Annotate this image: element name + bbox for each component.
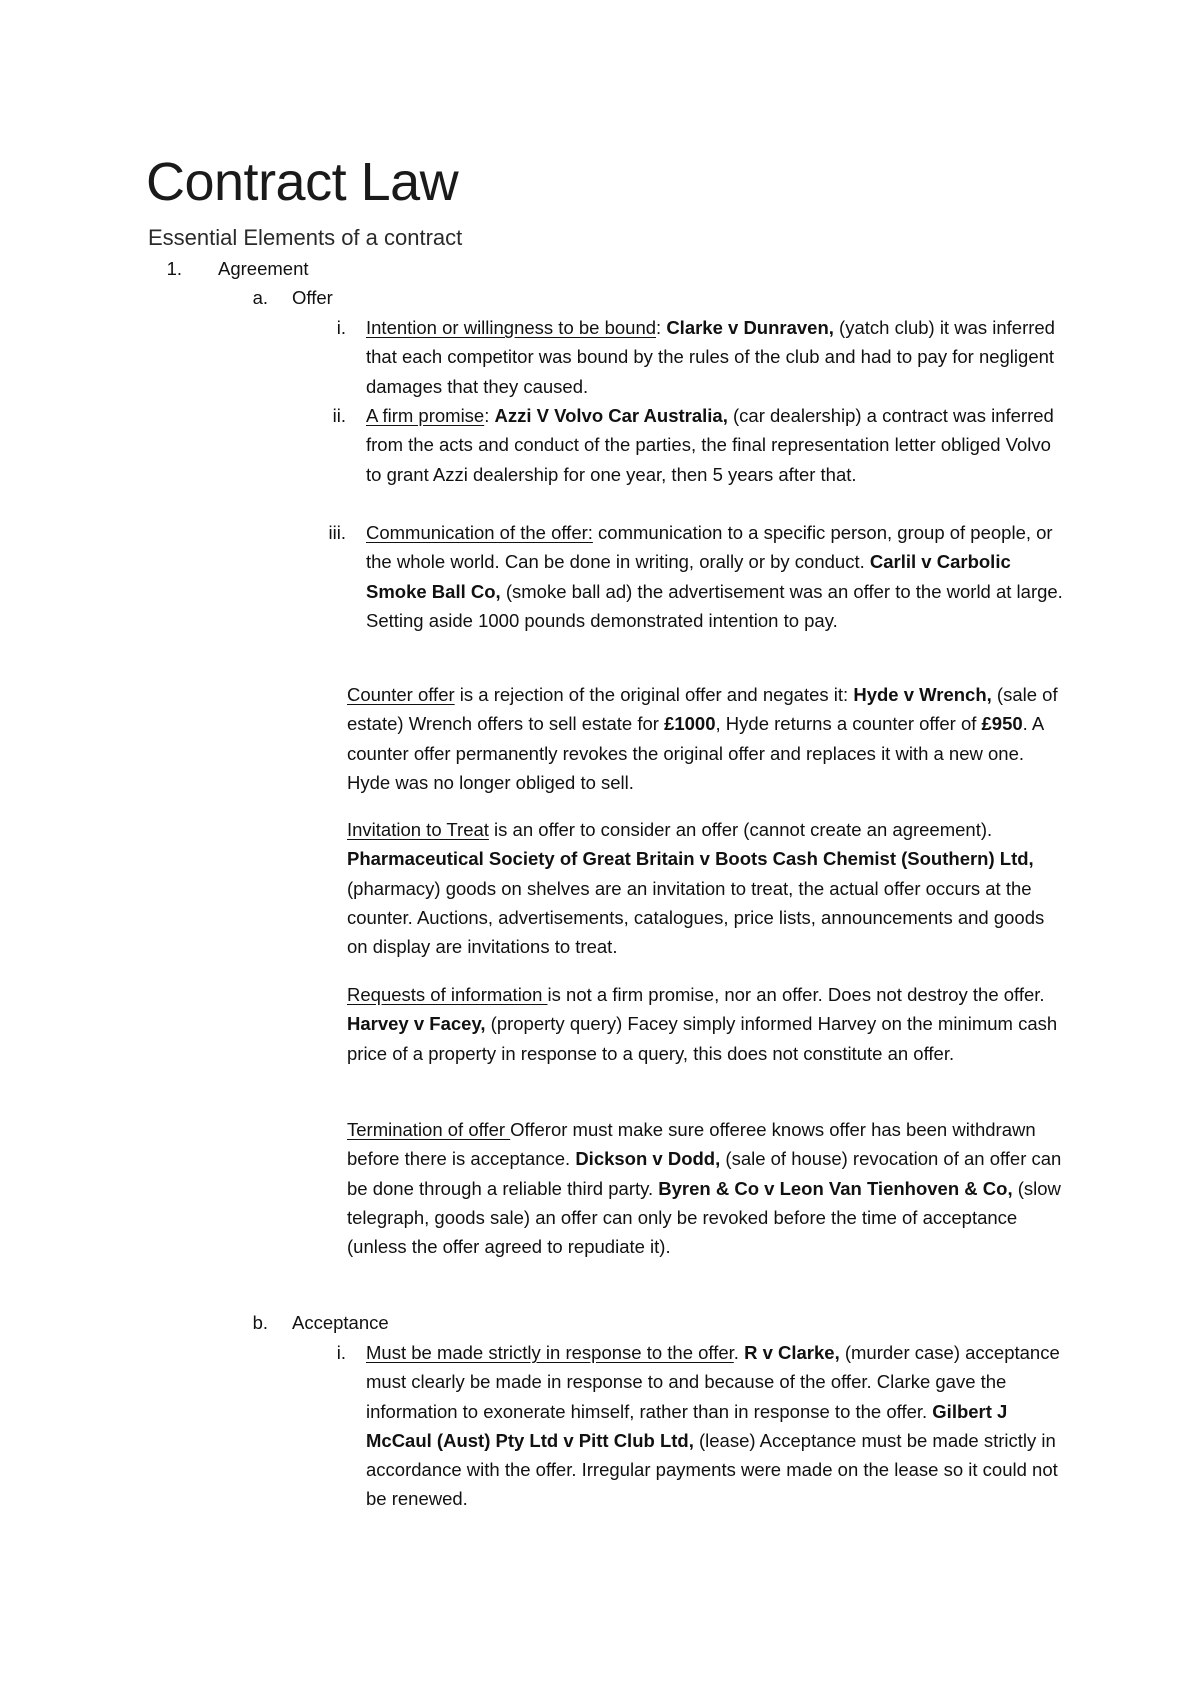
list-marker: i. bbox=[336, 1342, 346, 1363]
body-text: is a rejection of the original offer and negates it: bbox=[454, 684, 854, 705]
topic-heading: A firm promise bbox=[366, 405, 485, 426]
list-marker: b. bbox=[252, 1312, 268, 1333]
list-body bbox=[366, 1338, 1066, 1514]
topic-heading: Requests of information bbox=[347, 984, 548, 1005]
amount: £950 bbox=[981, 713, 1023, 735]
topic-heading: Invitation to Treat bbox=[347, 819, 489, 840]
topic-heading: Intention or willingness to be bound bbox=[366, 317, 657, 338]
list-body bbox=[366, 313, 1066, 401]
list-label: Acceptance bbox=[292, 1312, 389, 1333]
case-name: Gilbert J McCaul (Aust) Pty Ltd v Pitt Club Ltd, bbox=[366, 1400, 1008, 1451]
topic-heading: Communication of the offer: bbox=[366, 522, 593, 543]
body-text: (slow telegraph, goods sale) an offer can only be revoked before the time of acceptance (unless the offer agreed to repudiate it). bbox=[347, 1177, 1061, 1258]
case-name: Azzi V Volvo Car Australia, bbox=[494, 405, 728, 426]
body-text: (car dealership) a contract was inferred from the acts and conduct of the parties, the final representation letter obliged Volvo to grant Azzi dealership for one year, then 5 years after that. bbox=[366, 405, 1054, 485]
case-name: Harvey v Facey, bbox=[347, 1013, 486, 1035]
list-marker: iii. bbox=[328, 522, 346, 543]
body-text: is an offer to consider an offer (cannot create an agreement). bbox=[488, 819, 993, 840]
separator: . bbox=[733, 1342, 745, 1363]
body-text: (smoke ball ad) the advertisement was an offer to the world at large. Setting aside 1000 pounds demonstrated intention to pay. bbox=[366, 580, 1063, 631]
list-body bbox=[366, 401, 1066, 489]
body-text: . A counter offer permanently revokes the original offer and replaces it with a new one. Hyde was no longer obliged to sell. bbox=[347, 713, 1044, 793]
case-name: Byren & Co v Leon Van Tienhoven & Co, bbox=[658, 1177, 1013, 1199]
separator: : bbox=[484, 405, 495, 426]
paragraph-termination-of-offer bbox=[347, 1115, 1063, 1261]
body-text: (murder case) acceptance must clearly be made in response to and because of the offer. Clarke gave the information to exonerate himself, rather than in response to the offer. bbox=[366, 1342, 1060, 1422]
case-name: Pharmaceutical Society of Great Britain v Boots Cash Chemist (Southern) Ltd, bbox=[347, 848, 1034, 870]
body-text: communication to a specific person, group of people, or the whole world. Can be done in writing, orally or by conduct. bbox=[366, 522, 1053, 573]
case-name: R v Clarke, bbox=[744, 1342, 840, 1363]
paragraph-invitation-to-treat bbox=[347, 815, 1063, 961]
paragraph-requests-of-information bbox=[347, 980, 1063, 1068]
list-body bbox=[366, 518, 1066, 635]
topic-heading: Counter offer bbox=[347, 684, 455, 705]
page-title: Contract Law bbox=[146, 152, 459, 212]
body-text: (pharmacy) goods on shelves are an invitation to treat, the actual offer occurs at the counter. Auctions, advertisements, catalogues, price lists, announcements and goods on display are invitations to treat. bbox=[347, 877, 1045, 958]
body-text: (sale of estate) Wrench offers to sell estate for bbox=[347, 684, 1058, 735]
list-marker: a. bbox=[252, 287, 268, 308]
case-name: Dickson v Dodd, bbox=[575, 1148, 721, 1170]
amount: £1000 bbox=[664, 713, 716, 735]
topic-heading: Must be made strictly in response to the offer bbox=[366, 1342, 734, 1363]
separator: : bbox=[656, 317, 667, 338]
list-marker: i. bbox=[336, 317, 346, 338]
paragraph-counter-offer bbox=[347, 680, 1063, 797]
body-text: , Hyde returns a counter offer of bbox=[715, 713, 982, 735]
case-name: Hyde v Wrench, bbox=[853, 684, 992, 705]
body-text: (lease) Acceptance must be made strictly in accordance with the offer. Irregular payments were made on the lease so it could not be renewed. bbox=[366, 1429, 1058, 1510]
body-text: is not a firm promise, nor an offer. Does not destroy the offer. bbox=[547, 984, 1045, 1005]
list-label: Offer bbox=[292, 287, 333, 308]
body-text: (yatch club) it was inferred that each competitor was bound by the rules of the club and had to pay for negligent damages that they caused. bbox=[366, 317, 1055, 397]
page-subtitle: Essential Elements of a contract bbox=[148, 225, 463, 250]
body-text: Offeror must make sure offeree knows offer has been withdrawn before there is acceptance. bbox=[347, 1119, 1036, 1170]
list-label: Agreement bbox=[218, 258, 309, 279]
list-marker: ii. bbox=[332, 405, 346, 426]
body-text: (property query) Facey simply informed Harvey on the minimum cash price of a property in response to a query, this does not constitute an offer. bbox=[347, 1013, 1058, 1064]
body-text: (sale of house) revocation of an offer can be done through a reliable third party. bbox=[347, 1148, 1062, 1199]
case-name: Carlil v Carbolic Smoke Ball Co, bbox=[366, 551, 1011, 602]
list-marker: 1. bbox=[166, 258, 182, 279]
topic-heading: Termination of offer bbox=[347, 1119, 511, 1140]
case-name: Clarke v Dunraven, bbox=[666, 317, 834, 338]
